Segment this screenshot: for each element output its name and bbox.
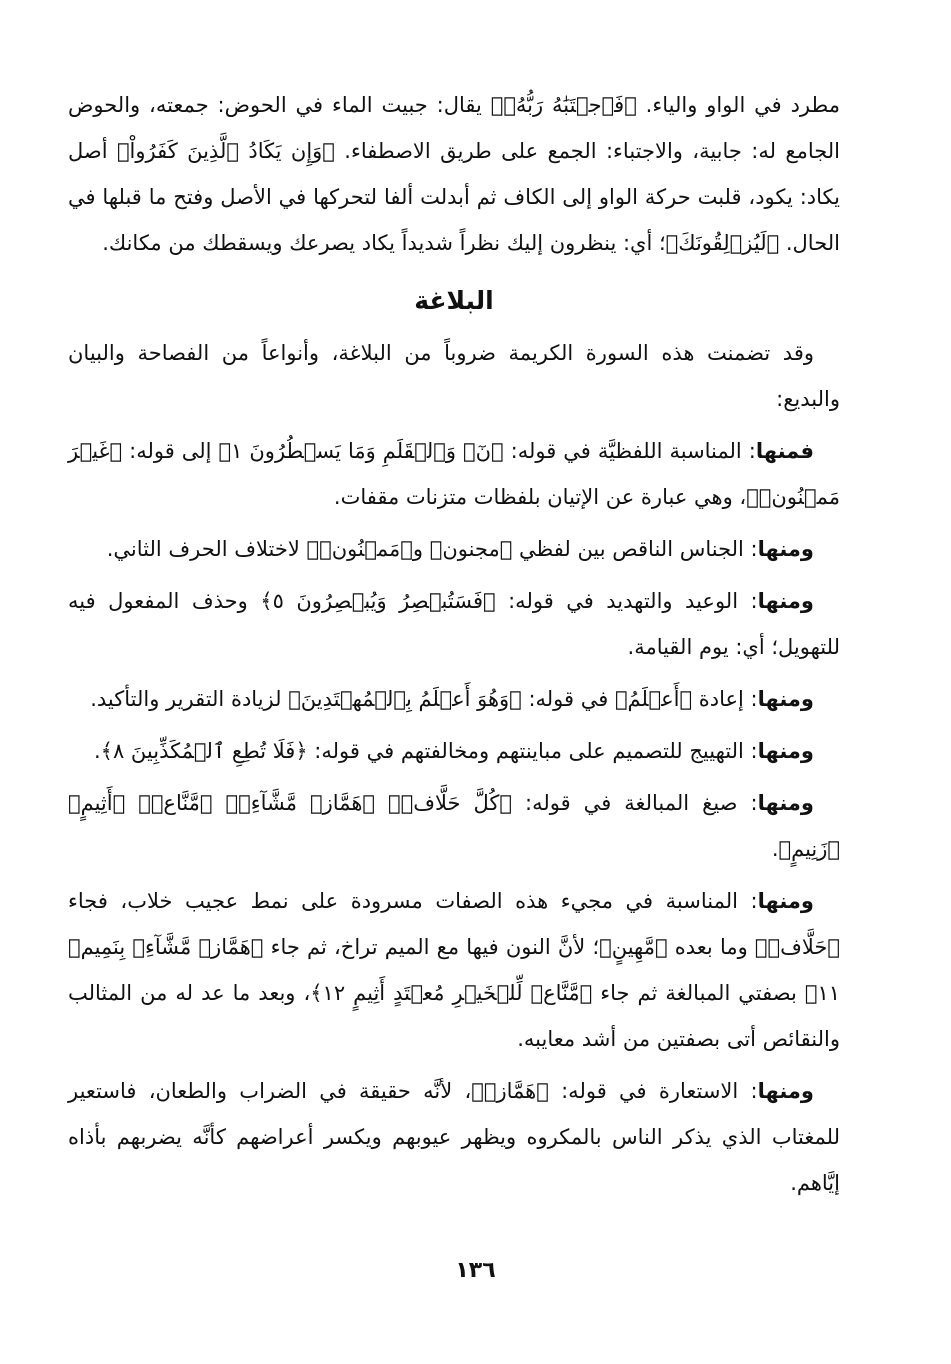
item-lead: ومنها [757, 687, 814, 711]
rhetoric-item [68, 578, 840, 670]
item-lead: ومنها [757, 537, 814, 561]
rhetoric-item [68, 780, 840, 872]
rhetoric-item [68, 728, 840, 774]
item-text: : التهييج للتصميم على مباينتهم ومخالفتهم في قوله: ﴿فَلَا تُطِعِ ٱلۡمُكَذِّبِينَ ٨﴾. [93, 739, 758, 763]
item-text: : المناسبة اللفظيَّة في قوله: ﴿نٓۚ وَٱلۡقَلَمِ وَمَا يَسۡطُرُونَ ١﴾ إلى قوله: ﴿غَيۡرَ مَمۡنُونٖ﴾، وهي عبارة عن الإتيان بلفظات متزنات مقفات. [68, 439, 840, 509]
item-text: : صيغ المبالغة في قوله: ﴿كُلَّ حَلَّافٖ﴾ ﴿هَمَّازٖ مَّشَّآءِۭ﴾ ﴿مَّنَّاعٖ﴾ ﴿أَثِيمٍ﴾ ﴿زَنِيمٍ﴾. [68, 791, 840, 861]
item-text: : الاستعارة في قوله: ﴿هَمَّازٖ﴾، لأنَّه حقيقة في الضراب والطعان، فاستعير للمغتاب الذي يذكر الناس بالمكروه ويظهر عيوبهم ويكسر أعراضهم كأنَّه يضربهم بأذاه إيَّاهم. [68, 1079, 840, 1195]
item-lead: ومنها [757, 889, 814, 913]
item-text: : المناسبة في مجيء هذه الصفات مسرودة على نمط عجيب خلاب، فجاء ﴿حَلَّافٖ﴾ وما بعده ﴿مَّهِينٍ﴾؛ لأنَّ النون فيها مع الميم تراخ، ثم جاء ﴿هَمَّازٖ مَّشَّآءِۭ بِنَمِيمٖ ١١﴾ بصفتي المبالغة ثم جاء ﴿مَّنَّاعٖ لِّلۡخَيۡرِ مُعۡتَدٍ أَثِيمٍ ١٢﴾، وبعد ما عد له من المثالب والنقائص أتى بصفتين من أشد معايبه. [68, 889, 840, 1051]
item-text: : الجناس الناقص بين لفظي ﴿مجنون﴾ و﴿مَمۡنُونٖ﴾ لاختلاف الحرف الثاني. [106, 537, 758, 561]
rhetoric-item [68, 676, 840, 722]
item-lead: ومنها [757, 739, 814, 763]
rhetoric-item [68, 428, 840, 520]
item-lead: ومنها [757, 791, 814, 815]
section-heading: البلاغة [414, 286, 494, 315]
item-lead: ومنها [757, 1079, 814, 1103]
intro-paragraph: مطرد في الواو والياء. ﴿فَٱجۡتَبَٰهُ رَبُّهُۥ﴾ يقال: جبيت الماء في الحوض: جمعته، والحوض الجامع له: جابية، والاجتباء: الجمع على طريق الاصطفاء. ﴿وَإِن يَكَادُ ٱلَّذِينَ كَفَرُواْ﴾ أصل يكاد: يكود، قلبت حركة الواو إلى الكاف ثم أبدلت ألفا لتحركها في الأصل وفتح ما قبلها في الحال. ﴿لَيُزۡلِقُونَكَ﴾؛ أي: ينظرون إليك نظراً شديداً يكاد يصرعك ويسقطك من مكانك. [68, 93, 840, 255]
rhetoric-item [68, 1068, 840, 1206]
rhetoric-item [68, 526, 840, 572]
item-text: : الوعيد والتهديد في قوله: ﴿فَسَتُبۡصِرُ وَيُبۡصِرُونَ ٥﴾ وحذف المفعول فيه للتهويل؛ أي: يوم القيامة. [68, 589, 840, 659]
rhetoric-item [68, 878, 840, 1062]
page-body [68, 82, 840, 1206]
page-number: ١٣٦ [455, 1258, 496, 1283]
item-text: : إعادة ﴿أَعۡلَمُ﴾ في قوله: ﴿وَهُوَ أَعۡلَمُ بِٱلۡمُهۡتَدِينَ﴾ لزيادة التقرير والتأكيد. [90, 687, 758, 711]
opening-paragraph: وقد تضمنت هذه السورة الكريمة ضروباً من البلاغة، وأنواعاً من الفصاحة والبيان والبديع: [68, 341, 840, 411]
item-lead: فمنها [755, 439, 815, 463]
item-lead: ومنها [757, 589, 814, 613]
